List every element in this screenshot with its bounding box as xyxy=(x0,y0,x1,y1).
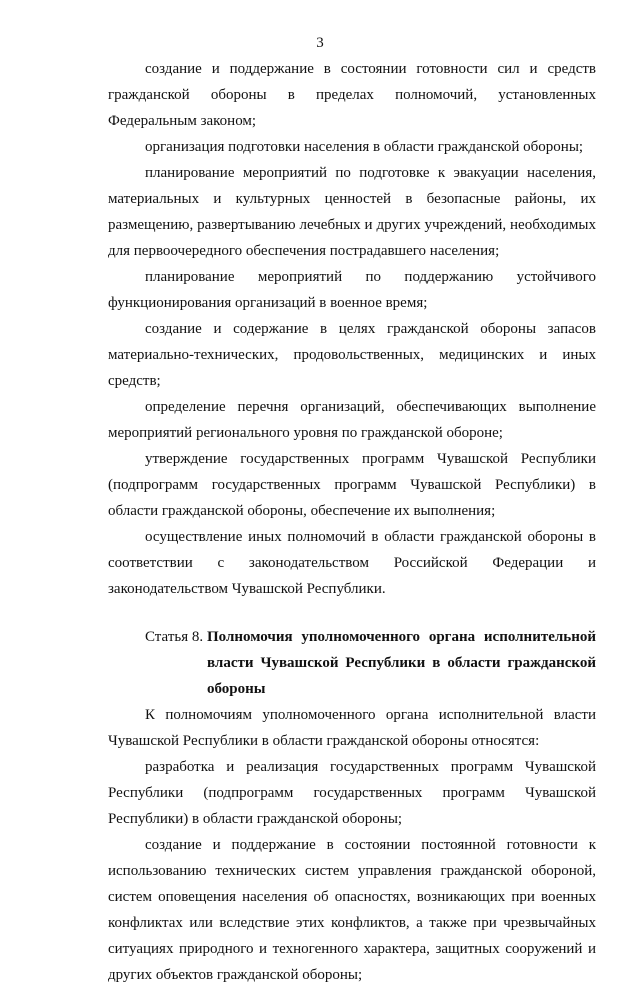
paragraph: организация подготовки населения в области гражданской обороны; xyxy=(145,139,584,155)
paragraph: планирование мероприятий по поддержанию устойчивого функционирования организаций в военное время; xyxy=(108,269,596,311)
page-number: 3 xyxy=(316,35,324,51)
document-body xyxy=(108,56,596,988)
article-title: Полномочия уполномоченного органа исполнительной власти Чувашской Республики в области гражданской обороны xyxy=(207,629,596,697)
paragraph: создание и поддержание в состоянии постоянной готовности к использованию технических систем управления гражданской обороной, систем оповещения населения об опасностях, возникающих при военных конфликтах или вследствие этих конфликтов, а также при чрезвычайных ситуациях природного и техногенного характера, защитных сооружений и других объектов гражданской обороны; xyxy=(108,837,596,983)
paragraph: создание и содержание в целях гражданской обороны запасов материально-технических, продовольственных, медицинских и иных средств; xyxy=(108,321,596,389)
paragraph: осуществление иных полномочий в области гражданской обороны в соответствии с законодательством Российской Федерации и законодательством Чувашской Республики. xyxy=(108,529,596,597)
paragraph: определение перечня организаций, обеспечивающих выполнение мероприятий регионального уровня по гражданской обороне; xyxy=(108,399,596,441)
paragraph: К полномочиям уполномоченного органа исполнительной власти Чувашской Республики в области гражданской обороны относятся: xyxy=(108,707,596,749)
article-label: Статья 8. xyxy=(145,629,204,645)
paragraph: планирование мероприятий по подготовке к эвакуации населения, материальных и культурных ценностей в безопасные районы, их размещению, развертыванию лечебных и других учреждений, необходимых для первоочередного обеспечения пострадавшего населения; xyxy=(108,165,596,259)
paragraph: создание и поддержание в состоянии готовности сил и средств гражданской обороны в пределах полномочий, установленных Федеральным законом; xyxy=(108,61,596,129)
paragraph: утверждение государственных программ Чувашской Республики (подпрограмм государственных программ Чувашской Республики) в области гражданской обороны, обеспечение их выполнения; xyxy=(108,451,596,519)
article-heading xyxy=(108,624,596,702)
paragraph: разработка и реализация государственных программ Чувашской Республики (подпрограмм государственных программ Чувашской Республики) в области гражданской обороны; xyxy=(108,759,596,827)
